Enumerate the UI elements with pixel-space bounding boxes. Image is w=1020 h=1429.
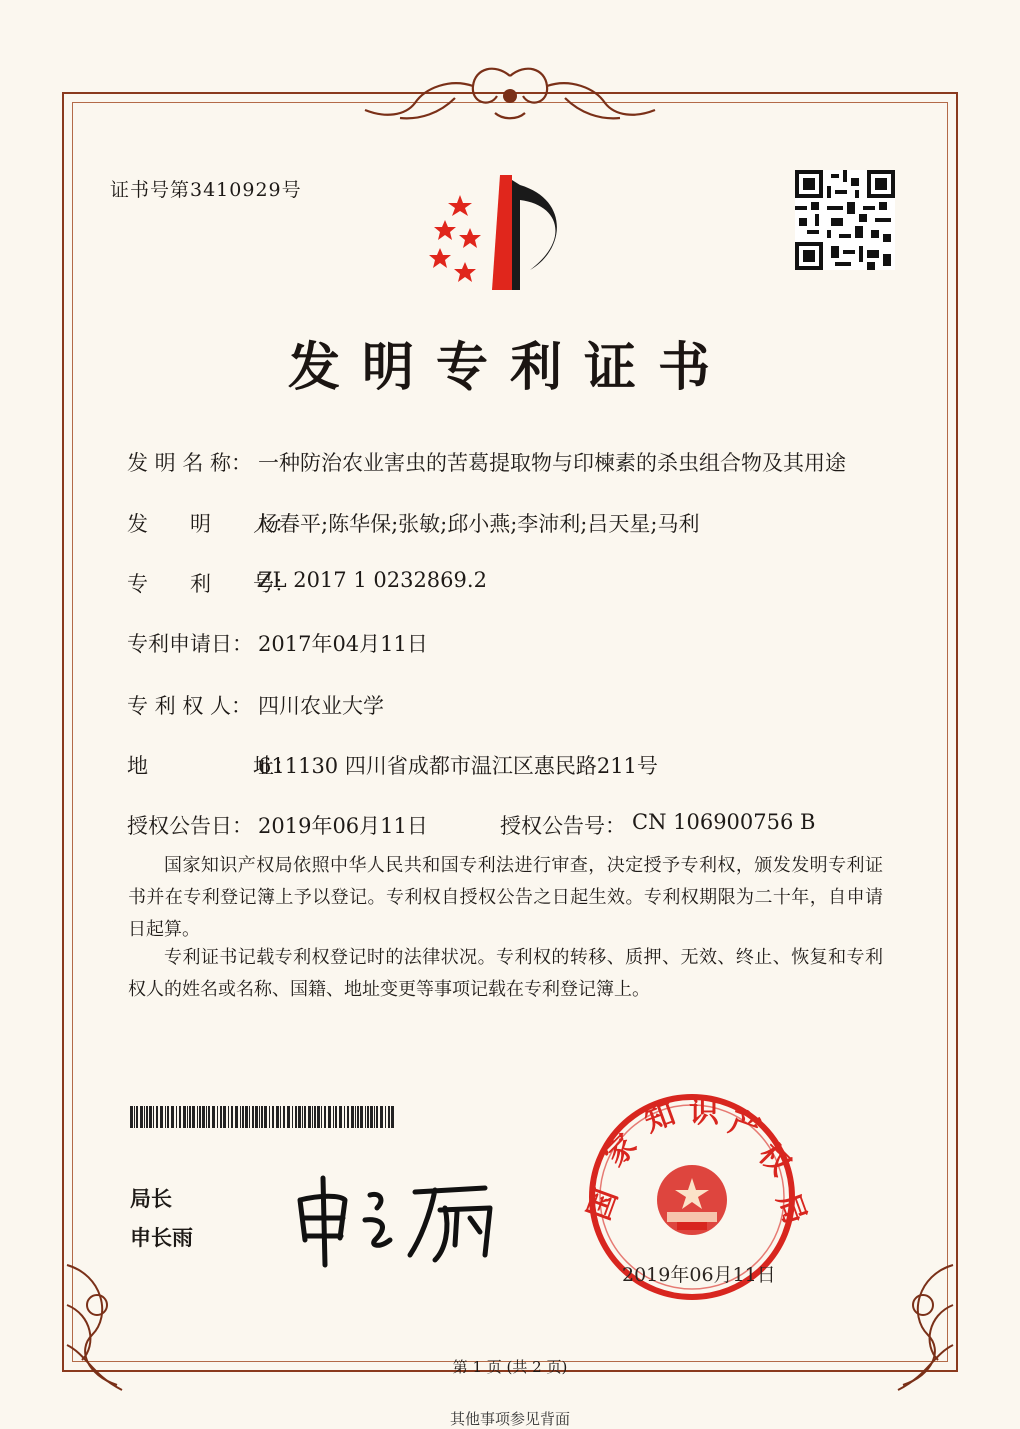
patent-number-label: 专 利 号： (127, 572, 295, 596)
grant-publication-value: CN 106900756 B (632, 810, 816, 834)
invention-name-label: 发 明 名 称： (127, 451, 253, 475)
qr-code-icon (795, 170, 895, 270)
grant-publication-label: 授权公告号： (500, 814, 626, 838)
patentee-label: 专 利 权 人： (127, 694, 253, 718)
grant-statement-paragraph: 国家知识产权局依照中华人民共和国专利法进行审查，决定授予专利权，颁发发明专利证书并在专利登记簿上予以登记。专利权自授权公告之日起生效。专利权期限为二十年，自申请日起算。 (128, 855, 883, 940)
grant-date-label: 授权公告日： (127, 814, 253, 838)
bottom-note: 其他事项参见背面 (449, 1410, 570, 1428)
svg-text:权: 权 (751, 1136, 798, 1183)
certificate-number: 证书号第3410929号 (110, 179, 302, 201)
filing-date-value: 2017年04月11日 (258, 632, 428, 656)
inventors-label: 发 明 人： (127, 512, 295, 536)
svg-text:局: 局 (769, 1188, 813, 1229)
patent-office-logo-icon (420, 170, 590, 295)
svg-text:知: 知 (639, 1096, 680, 1140)
address-label: 地 址： (127, 754, 295, 778)
svg-text:国: 国 (581, 1184, 625, 1225)
signatory-title: 局长 (130, 1187, 172, 1211)
legal-status-paragraph: 专利证书记载专利权登记时的法律状况。专利权的转移、质押、无效、终止、恢复和专利权人的姓名或名称、国籍、地址变更等事项记载在专利登记簿上。 (128, 947, 883, 1000)
inventors-value: 杨春平;陈华保;张敏;邱小燕;李沛利;吕天星;马利 (258, 512, 700, 536)
invention-name-value: 一种防治农业害虫的苦葛提取物与印楝素的杀虫组合物及其用途 (258, 451, 846, 475)
page-indicator: 第 1 页 (共 2 页) (452, 1358, 568, 1376)
filing-date-label: 专利申请日： (127, 632, 253, 656)
svg-text:家: 家 (597, 1127, 644, 1174)
barcode-icon (130, 1106, 398, 1128)
svg-text:识: 识 (689, 1095, 719, 1130)
signatory-name: 申长雨 (130, 1226, 193, 1250)
address-value: 611130 四川省成都市温江区惠民路211号 (258, 754, 658, 778)
patentee-value: 四川农业大学 (258, 694, 384, 718)
patent-number-value: ZL 2017 1 0232869.2 (258, 568, 487, 592)
handwritten-signature-icon (285, 1170, 515, 1270)
svg-text:产: 产 (724, 1104, 765, 1148)
top-ornament-icon (345, 58, 675, 128)
seal-date: 2019年06月11日 (622, 1264, 776, 1286)
certificate-title: 发明专利证书 (287, 337, 732, 398)
grant-date-value: 2019年06月11日 (258, 814, 428, 838)
